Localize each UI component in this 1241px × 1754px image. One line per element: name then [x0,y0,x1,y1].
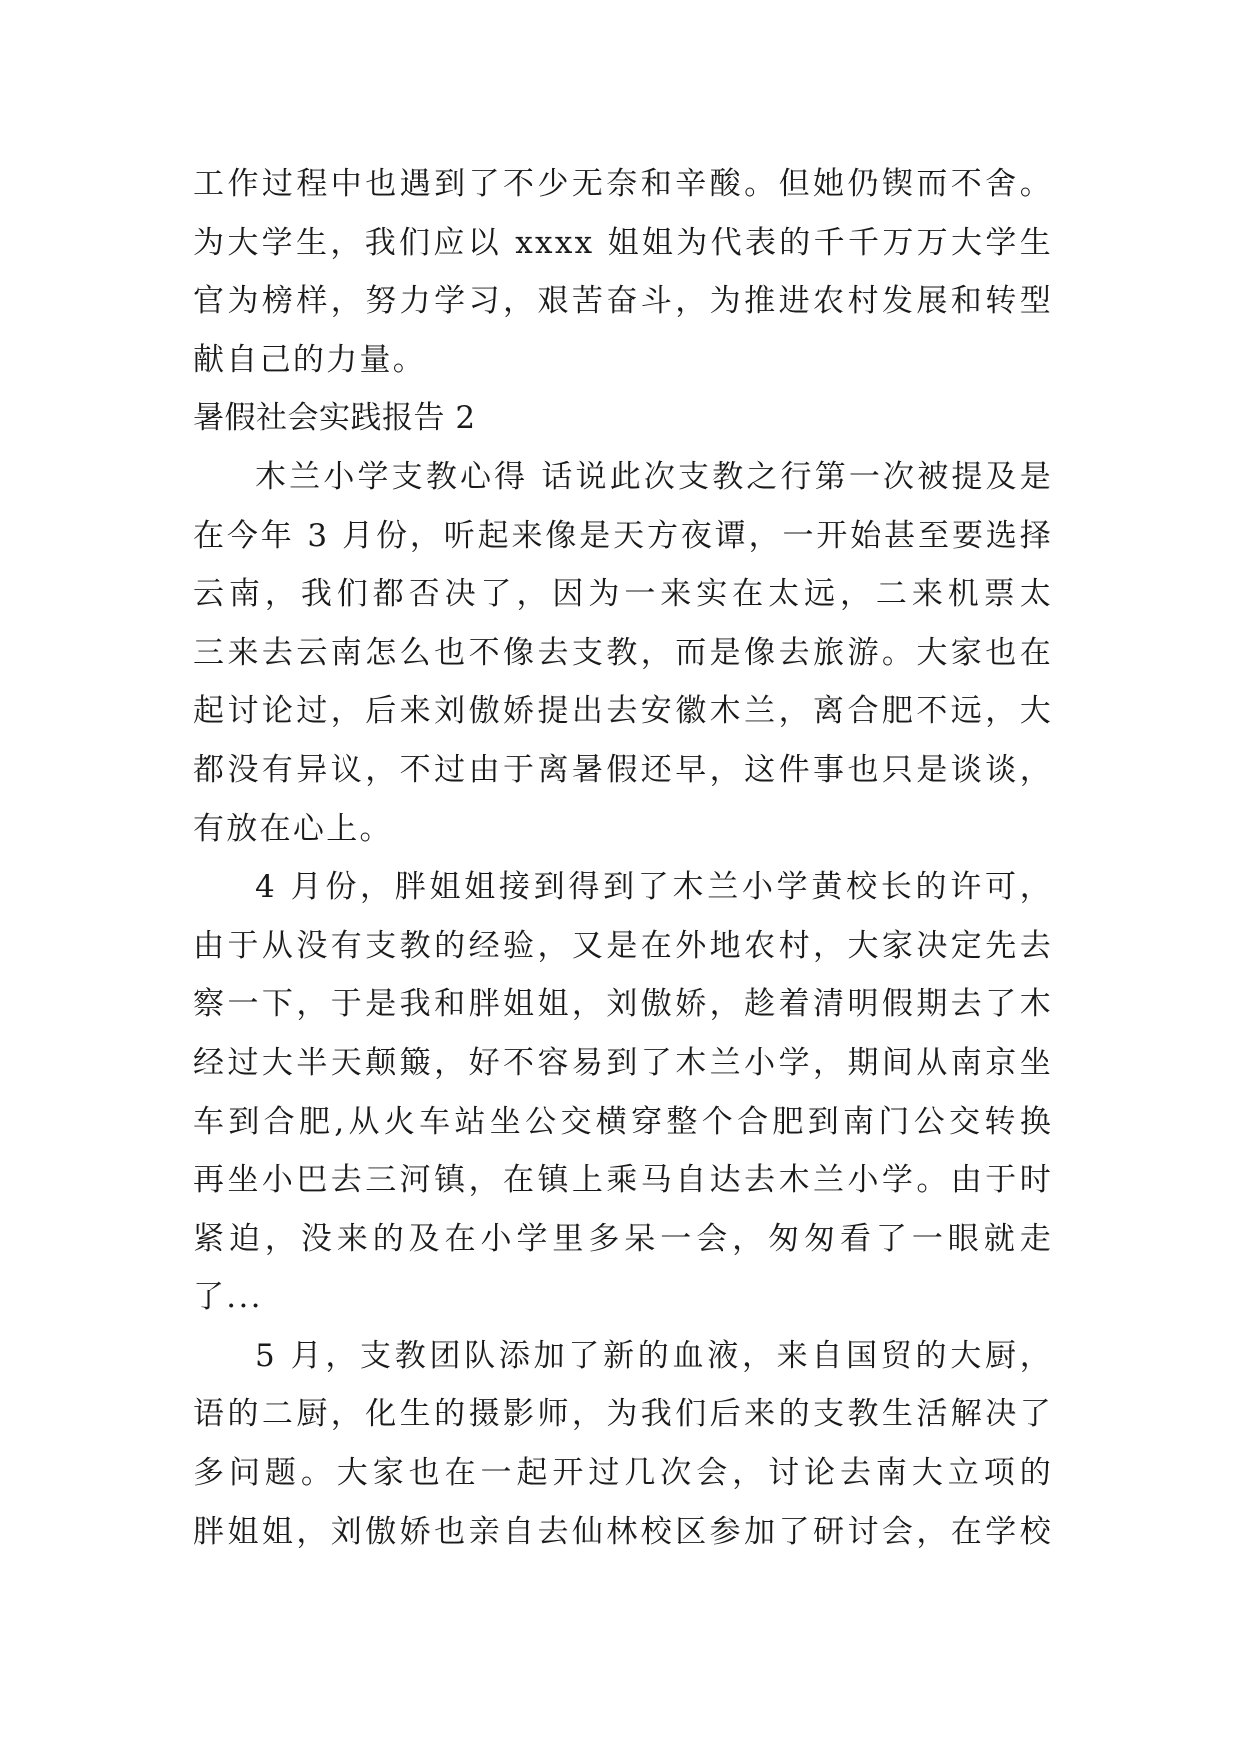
document-body [193,155,1053,1561]
text-line: 有放在心上。 [193,810,393,847]
paragraph [193,448,1053,858]
text-line: 由于从没有支教的经验，又是在外地农村，大家决定先去 [193,927,1053,964]
text-line: 了... [193,1279,263,1316]
section-heading: 暑假社会实践报告 2 [193,400,476,437]
text-line: 4 月份，胖姐姐接到得到了木兰小学黄校长的许可， [255,869,1053,906]
text-line: 起讨论过，后来刘傲娇提出去安徽木兰，离合肥不远，大 [193,693,1053,730]
text-line: 经过大半天颠簸，好不容易到了木兰小学，期间从南京坐 [193,1044,1053,1081]
text-line: 云南，我们都否决了，因为一来实在太远，二来机票太 [193,576,1053,613]
text-line: 紧迫，没来的及在小学里多呆一会，匆匆看了一眼就走 [193,1220,1053,1257]
text-line: 三来去云南怎么也不像去支教，而是像去旅游。大家也在 [193,634,1053,671]
text-line: 为大学生，我们应以 xxxx 姐姐为代表的千千万万大学生 [193,224,1053,261]
text-line: 都没有异议，不过由于离暑假还早，这件事也只是谈谈， [193,751,1053,788]
paragraph [193,155,1053,389]
paragraph [193,858,1053,1327]
text-line: 木兰小学支教心得 话说此次支教之行第一次被提及是 [255,458,1053,495]
text-line: 语的二厨，化生的摄影师，为我们后来的支教生活解决了 [193,1396,1053,1433]
text-line: 官为榜样，努力学习，艰苦奋斗，为推进农村发展和转型 [193,283,1053,320]
text-line: 工作过程中也遇到了不少无奈和辛酸。但她仍锲而不舍。 [193,166,1053,202]
paragraph [193,1327,1053,1561]
text-line: 胖姐姐，刘傲娇也亲自去仙林校区参加了研讨会，在学校 [193,1513,1053,1550]
text-line: 在今年 3 月份，听起来像是天方夜谭，一开始甚至要选择 [193,517,1053,554]
text-line: 察一下，于是我和胖姐姐，刘傲娇，趁着清明假期去了木 [193,986,1053,1023]
text-line: 5 月，支教团队添加了新的血液，来自国贸的大厨， [255,1337,1053,1374]
text-line: 多问题。大家也在一起开过几次会，讨论去南大立项的 [193,1455,1053,1492]
text-line: 车到合肥,从火车站坐公交横穿整个合肥到南门公交转换 [193,1103,1053,1140]
text-line: 献自己的力量。 [193,341,427,378]
text-line: 再坐小巴去三河镇，在镇上乘马自达去木兰小学。由于时 [193,1162,1053,1199]
